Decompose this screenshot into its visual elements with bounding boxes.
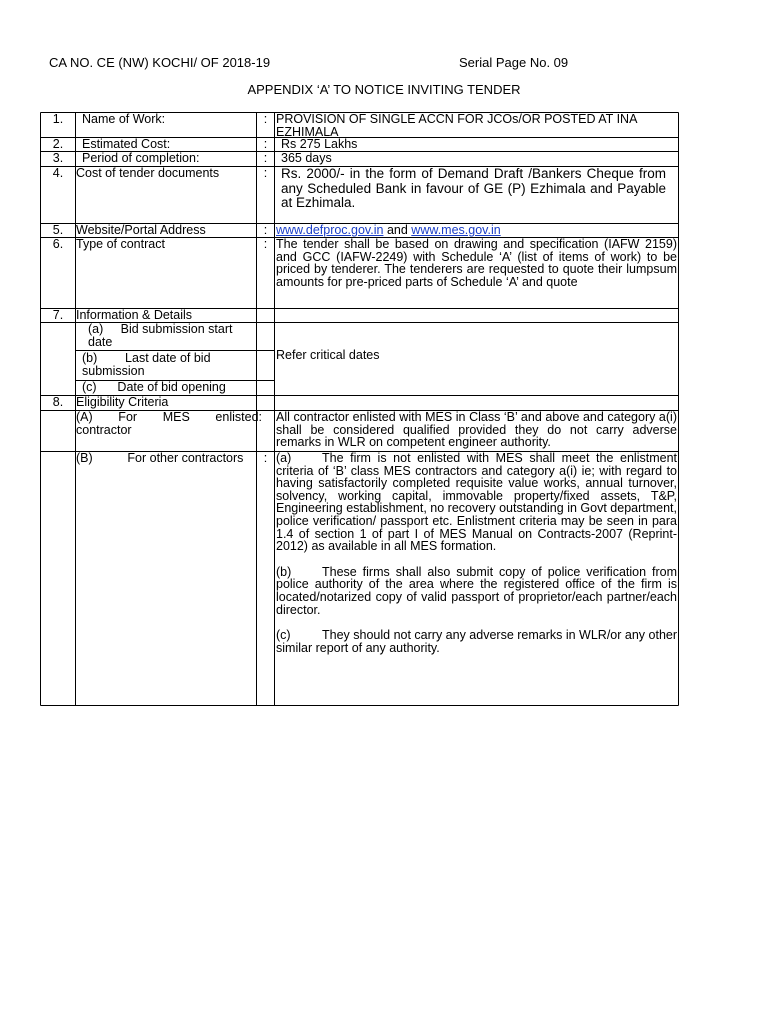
critical-dates-reference: Refer critical dates [276, 348, 380, 362]
criteria-paragraph-c [276, 629, 677, 654]
row-2-number: 2. [52, 137, 64, 151]
criteria-c-marker: (c) [276, 628, 291, 643]
row-3-label: Period of completion: [82, 151, 200, 165]
row-6-label: Type of contract [76, 237, 165, 251]
other-contractors-colon: : [263, 451, 268, 465]
row-6-colon: : [263, 237, 268, 251]
links-conjunction: and [386, 223, 408, 237]
row-6-number: 6. [52, 237, 64, 251]
row-5-colon: : [263, 223, 268, 237]
criteria-c-text: They should not carry any adverse remarks in WLR/or any other similar report of any authority. [276, 628, 678, 655]
row-5-number: 5. [52, 223, 64, 237]
row-4-value: Rs. 2000/- in the form of Demand Draft /Bankers Cheque from any Scheduled Bank in favour of GE (P) Ezhimala and Payable at Ezhimala. [281, 166, 666, 210]
row-8-label: Eligibility Criteria [76, 395, 169, 409]
criteria-a-text: The firm is not enlisted with MES shall meet the enlistment criteria of ‘B’ class MES contractors and category a(i) ie; with regard to having satisfactorily completed requisite value works, annual turnover, solvency, working capital, immovable property/fixed assets, T&P, Engineering establishment, no recovery outstanding in Govt department, police verification/ passport etc. Enlistment criteria may be seen in para 1.4 of section 1 of part I of MES Manual on Contracts-2007 (Reprint-2012) as available in all MES formation. [276, 451, 677, 554]
row-2-colon: : [263, 137, 268, 151]
criteria-paragraph-b [276, 566, 677, 616]
criteria-b-text: These firms shall also submit copy of police verification from police authority of the area where the registered office of the firm is located/notarized copy of valid passport of proprietor/each partner/each director. [276, 564, 677, 617]
criteria-paragraph-a [276, 452, 677, 553]
defproc-portal-link[interactable]: www.defproc.gov.in [276, 223, 384, 237]
other-contractors-label: (B) For other contractors [76, 451, 244, 465]
mes-enlisted-criteria: All contractor enlisted with MES in Class ‘B’ and above and category a(i) shall be considered qualified provided they do not carry adverse remarks in WLR on competent engineer authority. [276, 410, 677, 450]
serial-page-number: Serial Page No. 09 [459, 55, 569, 70]
mes-website-link[interactable]: www.mes.gov.in [411, 223, 501, 237]
row-3-colon: : [263, 151, 268, 165]
criteria-b-marker: (b) [276, 564, 292, 579]
row-7-label: Information & Details [76, 308, 193, 322]
row-4-label: Cost of tender documents [76, 166, 220, 180]
row-3-value: 365 days [281, 151, 332, 165]
bid-opening-date-label: (c) Date of bid opening [82, 380, 226, 394]
other-contractors-criteria [276, 452, 677, 654]
row-1-value: PROVISION OF SINGLE ACCN FOR JCOs/OR POSTED AT INA EZHIMALA [276, 112, 637, 139]
row-3-number: 3. [52, 151, 64, 165]
page-title: APPENDIX ‘A’ TO NOTICE INVITING TENDER [247, 82, 521, 97]
row-4-colon: : [263, 166, 268, 180]
row-5-value [276, 224, 676, 237]
row-1-number: 1. [52, 112, 64, 126]
row-2-value: Rs 275 Lakhs [281, 137, 358, 151]
row-1-colon: : [263, 112, 268, 126]
row-4-number: 4. [52, 166, 64, 180]
row-8-number: 8. [52, 395, 64, 409]
mes-enlisted-label: (A) For MES enlisted: contractor [76, 410, 268, 437]
bid-submission-start-label: (a) Bid submission start date [88, 322, 236, 349]
row-6-value: The tender shall be based on drawing and specification (IAFW 2159) and GCC (IAFW-2249) with Schedule ‘A’ (list of items of work) to be priced by tenderer. The tenderers are requested to quote their lumpsum amounts for pre-priced parts of Schedule ‘A’ and quote [276, 237, 677, 289]
row-1-label: Name of Work: [82, 112, 166, 126]
criteria-a-marker: (a) [276, 451, 292, 465]
row-5-label: Website/Portal Address [76, 223, 206, 237]
contract-number: CA NO. CE (NW) KOCHI/ OF 2018-19 [49, 55, 271, 70]
row-2-label: Estimated Cost: [82, 137, 171, 151]
bid-submission-last-date-label: (b) Last date of bid submission [82, 351, 215, 378]
row-7-number: 7. [52, 308, 64, 322]
